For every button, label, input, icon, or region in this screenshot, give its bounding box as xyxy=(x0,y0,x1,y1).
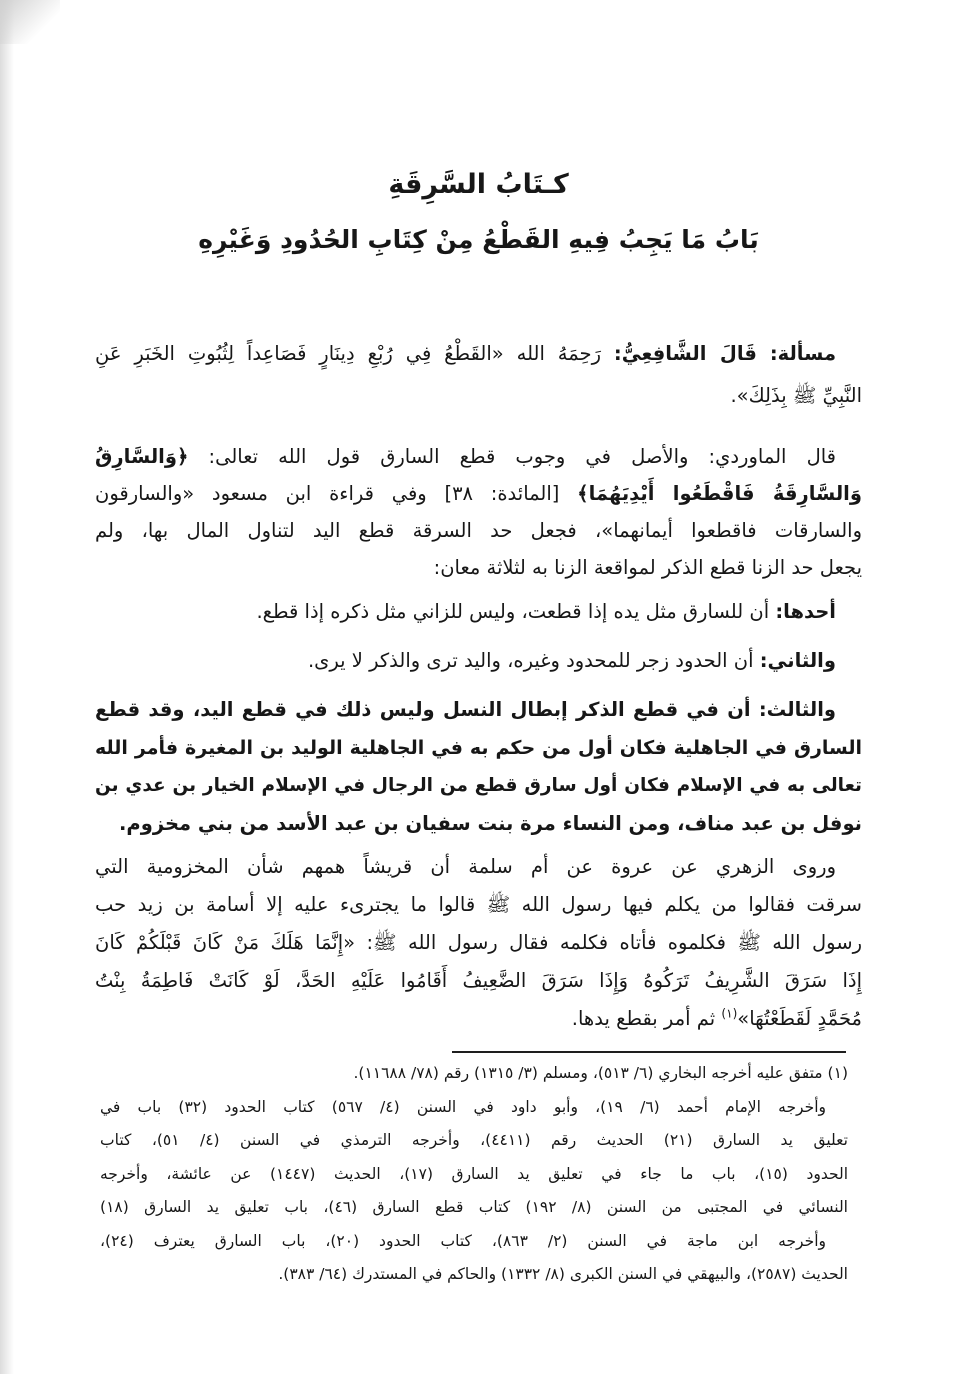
text-segment: تعالى به في الإسلام فكان أول سارق قطع من الرجال في الإسلام الخيار بن عدي بن xyxy=(95,775,862,796)
text-segment: سرقت فقالوا من يكلم فيها رسول الله ﷺ قالوا ما يجترىء عليه إلا أسامة بن زيد حب xyxy=(95,893,862,916)
body-line xyxy=(95,805,862,843)
footnote-line xyxy=(100,1091,848,1125)
scan-edge-shadow xyxy=(0,0,14,1374)
footnote-text: الحديث (٢٥٨٧)، والبيهقي في السنن الكبرى (٨/ ١٣٣٢) والحاكم في المستدرك (٦٤/ ٣٨٣). xyxy=(278,1265,848,1283)
footnote-text: النسائي في المجتبى من السنن (٨/ ١٩٢) كتاب قطع السارق (٤٦)، باب تعليق يد السارق (١٨) xyxy=(100,1198,848,1216)
text-segment: وروى الزهري عن عروة عن أم سلمة أن قريشاً همهم شأن المخزومية التي xyxy=(95,855,836,878)
text-segment: قال الماوردي: والأصل في وجوب قطع السارق قول الله تعالى: xyxy=(208,445,836,468)
body-line xyxy=(95,512,862,549)
footnote-ref-marker[interactable]: (١) xyxy=(721,1006,738,1021)
speaker-label: قَالَ الشَّافِعِيُّ: xyxy=(613,342,757,365)
footnote-line xyxy=(100,1225,848,1259)
footnote-text: تعليق يد السارق (٢١) الحديث رقم (٤٤١١)، وأخرجه الترمذي في السنن (٤/ ٥١)، كتاب xyxy=(100,1131,848,1149)
body-line xyxy=(95,375,862,417)
text-segment: نوفل بن عبد مناف، ومن النساء مرة بنت سفيان بن عبد الأسد من بني مخزوم. xyxy=(119,812,862,835)
section-label: أحدها: xyxy=(775,600,836,623)
footnote-line xyxy=(100,1124,848,1158)
scan-corner-shadow xyxy=(0,0,60,44)
body-line xyxy=(95,642,862,679)
quran-quote: وَالسَّارِقَةُ فَاقْطَعُوا أَيْدِيَهُمَا﴾ xyxy=(577,482,862,505)
footnote-text: وأخرجه الإمام أحمد (٦/ ١٩)، وأبو داود في السنن (٤/ ٥٦٧) كتاب الحدود (٣٢) باب في xyxy=(100,1097,826,1116)
paragraph-hadith xyxy=(95,848,862,1038)
text-segment: [المائدة: ٣٨] وفي قراءة ابن مسعود «والسارقون xyxy=(95,482,560,505)
body-line xyxy=(95,593,862,630)
body-line xyxy=(95,691,862,729)
body-line xyxy=(95,729,862,767)
text-segment: أن الحدود زجر للمحدود وغيره، واليد ترى والذكر لا يرى. xyxy=(307,649,754,672)
text-segment: يجعل حد الزنا قطع الذكر لمواقعة الزنا به لثلاثة معان: xyxy=(433,556,862,579)
footnote-text: متفق عليه أخرجه البخاري (٦/ ٥١٣)، ومسلم (٣/ ١٣١٥) رقم (٧٨/ ١١٦٨٨). xyxy=(353,1064,823,1082)
footnote-separator xyxy=(452,1051,846,1053)
text-segment: رَحِمَهُ الله «القَطْعُ فِي رُبْعِ دِينَارٍ فَصَاعِداً لِثُبُوتِ الخَبَرِ عَنِ xyxy=(95,342,601,365)
body-line xyxy=(95,1000,862,1038)
footnote-line xyxy=(100,1057,848,1091)
text-segment: مُحَمَّدٍ لَقَطَعْتُهَا» xyxy=(737,1007,862,1030)
body-line xyxy=(95,438,862,475)
body-line xyxy=(95,962,862,1000)
paragraph-issue xyxy=(95,333,862,417)
body-line xyxy=(95,549,862,586)
footnote-line xyxy=(100,1258,848,1292)
footnote-number: (١) xyxy=(827,1064,848,1082)
body-line xyxy=(95,886,862,924)
footnotes xyxy=(100,1057,848,1292)
body-line xyxy=(95,475,862,512)
paragraph-first-reason xyxy=(95,593,862,630)
chapter-title: بَابُ مَا يَجِبُ فِيهِ القَطْعُ مِنْ كِتَابِ الحُدُودِ وَغَيْرِهِ xyxy=(198,225,759,254)
text-segment: أن في قطع الذكر إبطال النسل وليس ذلك في قطع اليد، وقد قطع xyxy=(95,698,751,721)
text-segment: رسول الله ﷺ فكلموه فأتاه فكلمه فقال رسول الله ﷺ: «إِنَّمَا هَلَكَ مَنْ كَانَ قَبْلَكُمْ كَانَ xyxy=(95,931,862,954)
text-segment: النَّبِيِّ ﷺ بِذَلِكَ». xyxy=(730,384,862,407)
section-label: والثالث: xyxy=(758,698,836,721)
quran-quote: ﴿وَالسَّارِقُ xyxy=(95,445,189,468)
paragraph-third-reason xyxy=(95,691,862,843)
book-title: كـتَابُ السَّرِقَةِ xyxy=(388,169,569,200)
body-line xyxy=(95,333,862,375)
footnote-text: وأخرجه ابن ماجة في السنن (٢/ ٨٦٣)، كتاب الحدود (٢٠)، باب السارق يعترف (٢٤)، xyxy=(100,1231,826,1250)
footnote-line xyxy=(100,1158,848,1192)
text-segment: والسارقات فاقطعوا أيمانهما»، فجعل حد السرقة قطع اليد لتناول المال بها، ولم xyxy=(95,519,862,542)
paragraph-mawardi xyxy=(95,438,862,586)
body-line xyxy=(95,848,862,886)
body-line xyxy=(95,767,862,805)
section-label: والثاني: xyxy=(759,649,836,672)
issue-label: مسألة: xyxy=(769,342,837,365)
text-segment: ثم أمر بقطع يدها. xyxy=(571,1007,716,1030)
body-line xyxy=(95,924,862,962)
footnote-text: الحدود (١٥)، باب ما جاء في تعليق يد السارق (١٧)، الحديث (١٤٤٧) عن عائشة، وأخرجه xyxy=(100,1164,849,1183)
text-segment: أن للسارق مثل يده إذا قطعت، وليس للزاني مثل ذكره إذا قطع. xyxy=(256,600,770,623)
footnote-line xyxy=(100,1191,848,1225)
text-segment: إِذَا سَرَقَ الشَّرِيفُ تَرَكُوهُ وَإِذَا سَرَقَ الضَّعِيفُ أَقَامُوا عَلَيْهِ الحَدَّ، لَوْ كَانَتْ فَاطِمَةُ بِنْتُ xyxy=(95,969,862,992)
paragraph-second-reason xyxy=(95,642,862,679)
text-segment: السارق في الجاهلية فكان أول من حكم به في الجاهلية الوليد بن المغيرة فأمر الله xyxy=(95,737,862,759)
